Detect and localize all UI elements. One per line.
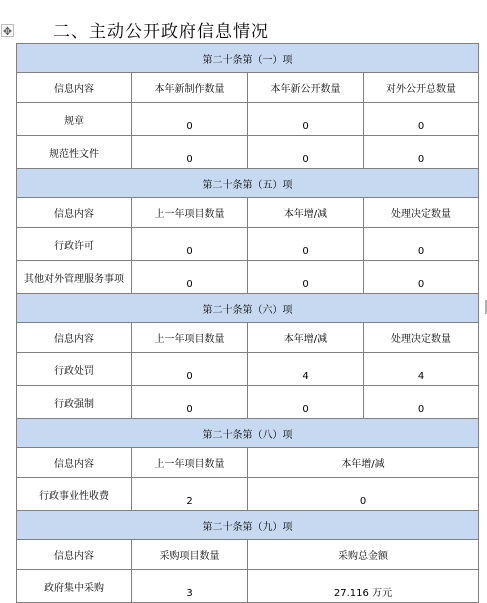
cell-value: 0 [364,103,479,136]
column-header-row [17,448,479,478]
section-title: 二、主动公开政府信息情况 [53,22,269,42]
section-header: 第二十条第（九）项 [17,511,479,540]
column-header: 本年新公开数量 [248,73,364,103]
table-row [17,478,479,511]
column-header: 采购项目数量 [132,540,248,570]
column-header: 本年增/减 [248,323,364,353]
disclosure-table [16,43,479,603]
cell-value: 0 [364,136,479,169]
cell-value: 0 [132,386,248,419]
row-label: 政府集中采购 [17,570,132,603]
table-row [17,386,479,419]
cell-value: 0 [364,261,479,294]
column-header-row [17,323,479,353]
row-label: 其他对外管理服务事项 [17,261,132,294]
row-label: 行政处罚 [17,353,132,386]
cell-value: 0 [248,136,364,169]
section-header-row [17,294,479,323]
column-header: 上一年项目数量 [132,323,248,353]
section-header-row [17,169,479,198]
column-header: 本年增/减 [248,448,479,478]
cell-value: 3 [132,570,248,603]
section-header: 第二十条第（五）项 [17,169,479,198]
cell-value: 0 [248,478,479,511]
section-header: 第二十条第（一）项 [17,44,479,73]
column-header: 处理决定数量 [364,198,479,228]
column-header: 本年增/减 [248,198,364,228]
cell-value: 0 [364,386,479,419]
column-header: 信息内容 [17,448,132,478]
table-row [17,136,479,169]
cell-value: 0 [364,228,479,261]
cell-value: 0 [132,353,248,386]
row-label: 行政事业性收费 [17,478,132,511]
table-row [17,228,479,261]
cell-value: 0 [248,261,364,294]
cell-value: 0 [132,103,248,136]
table-row [17,261,479,294]
table-row [17,103,479,136]
row-label: 行政许可 [17,228,132,261]
column-header: 对外公开总数量 [364,73,479,103]
row-label: 行政强制 [17,386,132,419]
cell-value: 0 [248,386,364,419]
cell-value: 4 [248,353,364,386]
column-header: 信息内容 [17,73,132,103]
column-header-row [17,73,479,103]
cell-value: 2 [132,478,248,511]
cell-value: 0 [248,103,364,136]
table-move-handle-icon[interactable]: ✥ [2,25,13,38]
row-label: 规范性文件 [17,136,132,169]
cell-value: 0 [132,136,248,169]
column-header-row [17,540,479,570]
column-header-row [17,198,479,228]
table-row [17,353,479,386]
column-header: 信息内容 [17,540,132,570]
section-header-row [17,511,479,540]
section-header-row [17,44,479,73]
section-header: 第二十条第（六）项 [17,294,479,323]
column-header: 处理决定数量 [364,323,479,353]
table-row [17,570,479,603]
column-header: 采购总金额 [248,540,479,570]
cell-value: 27.116 万元 [248,570,479,603]
column-header: 信息内容 [17,198,132,228]
column-header: 信息内容 [17,323,132,353]
section-header-row [17,419,479,448]
column-header: 本年新制作数量 [132,73,248,103]
section-header: 第二十条第（八）项 [17,419,479,448]
cell-value: 0 [132,261,248,294]
cell-value: 0 [132,228,248,261]
column-header: 上一年项目数量 [132,448,248,478]
cell-value: 4 [364,353,479,386]
column-header: 上一年项目数量 [132,198,248,228]
cell-value: 0 [248,228,364,261]
row-label: 规章 [17,103,132,136]
